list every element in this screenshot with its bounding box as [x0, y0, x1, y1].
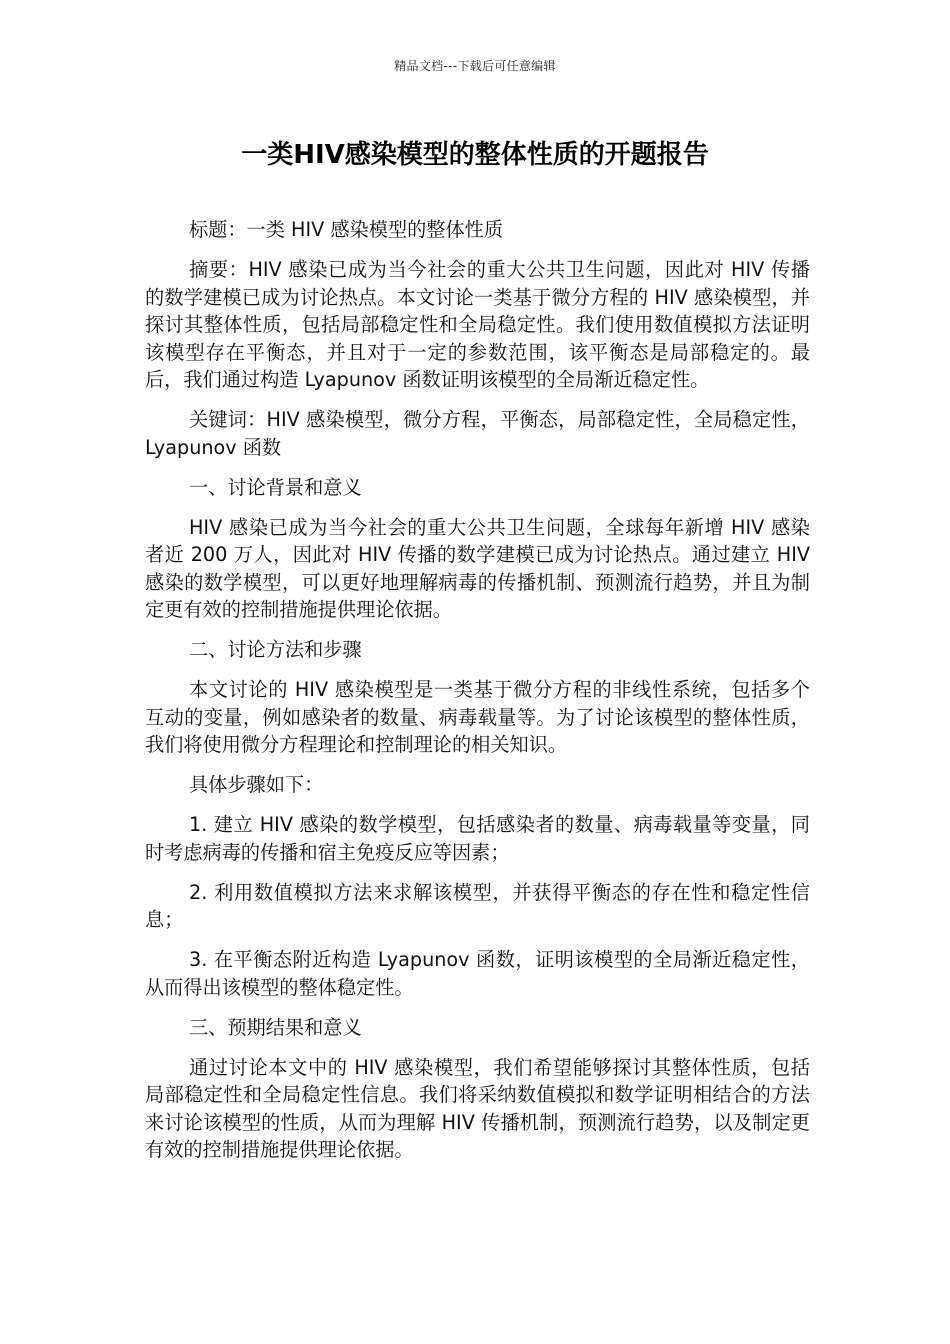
step-item: 1. 建立 HIV 感染的数学模型，包括感染者的数量、病毒载量等变量，同时考虑病毒的传播和宿主免疫反应等因素；: [145, 813, 810, 864]
methods-paragraph: 本文讨论的 HIV 感染模型是一类基于微分方程的非线性系统，包括多个互动的变量，例如感染者的数量、病毒载量等。为了讨论该模型的整体性质，我们将使用微分方程理论和控制理论的相关知识。: [145, 678, 810, 756]
step-item: 2. 利用数值模拟方法来求解该模型，并获得平衡态的存在性和稳定性信息；: [145, 880, 810, 931]
background-paragraph: HIV 感染已成为当今社会的重大公共卫生问题，全球每年新增 HIV 感染者近 200 万人，因此对 HIV 传播的数学建模已成为讨论热点。通过建立 HIV 感染的数学模型，可以更好地理解病毒的传播机制、预测流行趋势，并且为制定更有效的控制措施提供理论依据。: [145, 515, 810, 621]
section-heading-background: 一、讨论背景和意义: [189, 475, 362, 499]
document-body: [145, 216, 810, 1176]
step-item: 3. 在平衡态附近构造 Lyapunov 函数，证明该模型的全局渐近稳定性，从而得出该模型的整体稳定性。: [145, 948, 810, 999]
title-line-paragraph: 标题：一类 HIV 感染模型的整体性质: [189, 218, 504, 241]
keywords-paragraph: 关键词：HIV 感染模型，微分方程，平衡态，局部稳定性，全局稳定性，Lyapunov 函数: [145, 408, 810, 459]
section-heading-results: 三、预期结果和意义: [189, 1015, 362, 1039]
document-title: 一类HIV感染模型的整体性质的开题报告: [241, 140, 709, 170]
steps-intro-paragraph: 具体步骤如下：: [189, 773, 324, 796]
results-paragraph: 通过讨论本文中的 HIV 感染模型，我们希望能够探讨其整体性质，包括局部稳定性和全局稳定性信息。我们将采纳数值模拟和数学证明相结合的方法来讨论该模型的性质，从而为理解 HIV 传播机制，预测流行趋势，以及制定更有效的控制措施提供理论依据。: [145, 1055, 810, 1161]
section-heading-methods: 二、讨论方法和步骤: [189, 638, 362, 661]
page-header-note: 精品文档---下载后可任意编辑: [394, 59, 556, 73]
abstract-paragraph: 摘要：HIV 感染已成为当今社会的重大公共卫生问题，因此对 HIV 传播的数学建模已成为讨论热点。本文讨论一类基于微分方程的 HIV 感染模型，并探讨其整体性质，包括局部稳定性和全局稳定性。我们使用数值模拟方法证明该模型存在平衡态，并且对于一定的参数范围，该平衡态是局部稳定的。最后，我们通过构造 Lyapunov 函数证明该模型的全局渐近稳定性。: [145, 258, 810, 391]
